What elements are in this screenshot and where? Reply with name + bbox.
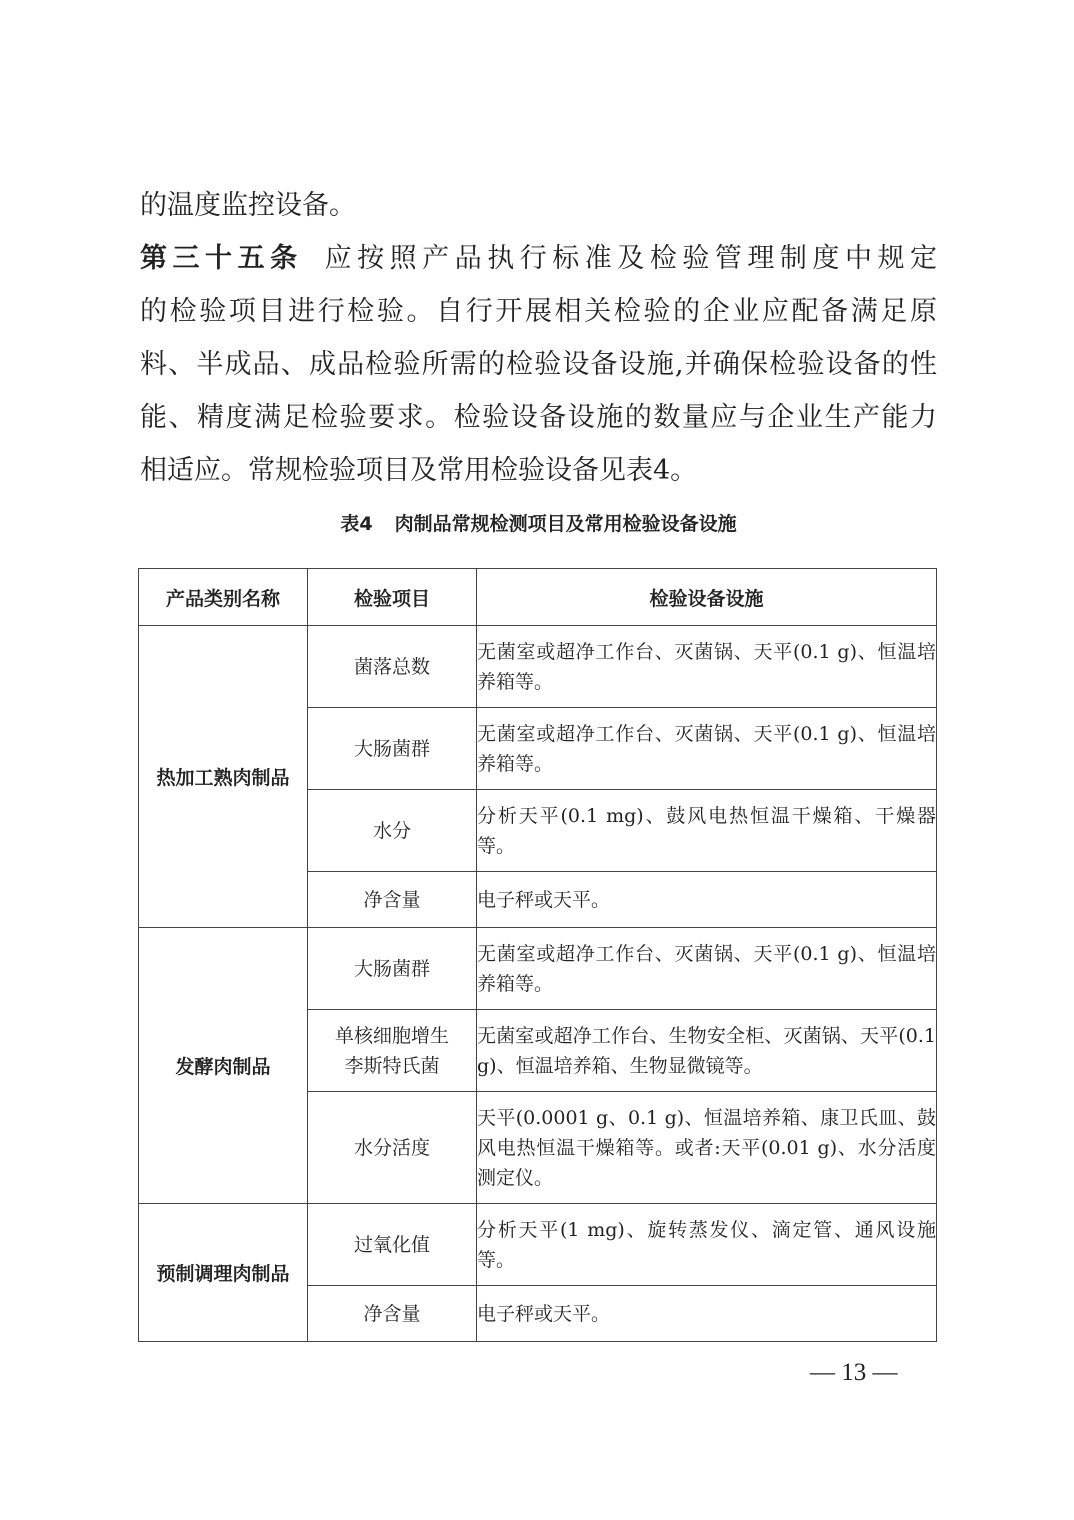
item-cell-line: 单核细胞增生 — [334, 1024, 449, 1047]
equipment-cell: 电子秤或天平。 — [477, 1286, 937, 1342]
equipment-cell: 无菌室或超净工作台、灭菌锅、天平(0.1 g)、恒温培养箱等。 — [477, 928, 937, 1010]
item-cell: 水分 — [308, 790, 477, 872]
page-number: — 13 — — [810, 1359, 898, 1386]
table-number: 表4 — [340, 513, 373, 535]
body-line-0: 的温度监控设备。 — [140, 190, 356, 221]
table-caption — [140, 506, 937, 542]
table-header-row — [139, 569, 937, 626]
equipment-cell: 分析天平(0.1 mg)、鼓风电热恒温干燥箱、干燥器等。 — [477, 790, 937, 872]
item-cell: 大肠菌群 — [308, 928, 477, 1010]
body-line-2: 的检验项目进行检验。自行开展相关检验的企业应配备满足原 — [140, 296, 937, 327]
equipment-cell: 无菌室或超净工作台、灭菌锅、天平(0.1 g)、恒温培养箱等。 — [477, 626, 937, 708]
body-line-1 — [140, 239, 937, 279]
body-line-5: 相适应。常规检验项目及常用检验设备见表4。 — [140, 455, 698, 486]
item-cell-line: 李斯特氏菌 — [344, 1054, 440, 1077]
table-row — [139, 928, 937, 1010]
item-cell: 菌落总数 — [308, 626, 477, 708]
equipment-cell: 天平(0.0001 g、0.1 g)、恒温培养箱、康卫氏皿、鼓风电热恒温干燥箱等。或者:天平(0.01 g)、水分活度测定仪。 — [477, 1092, 937, 1204]
inspection-equipment-table — [138, 568, 937, 1342]
equipment-cell: 电子秤或天平。 — [477, 872, 937, 928]
category-cell: 预制调理肉制品 — [139, 1204, 308, 1342]
body-line-3: 料、半成品、成品检验所需的检验设备设施,并确保检验设备的性 — [140, 349, 937, 380]
item-cell: 净含量 — [308, 872, 477, 928]
body-line-1-text: 应按照产品执行标准及检验管理制度中规定 — [324, 243, 937, 274]
body-line-4: 能、精度满足检验要求。检验设备设施的数量应与企业生产能力 — [140, 402, 937, 433]
table-row — [139, 1204, 937, 1286]
item-cell: 水分活度 — [308, 1092, 477, 1204]
table-row — [139, 626, 937, 708]
category-cell: 发酵肉制品 — [139, 928, 308, 1204]
header-item: 检验项目 — [308, 569, 477, 626]
item-cell — [308, 1010, 477, 1092]
item-cell: 过氧化值 — [308, 1204, 477, 1286]
header-category: 产品类别名称 — [139, 569, 308, 626]
item-cell: 净含量 — [308, 1286, 477, 1342]
header-equipment: 检验设备设施 — [477, 569, 937, 626]
category-cell: 热加工熟肉制品 — [139, 626, 308, 928]
table-title: 肉制品常规检测项目及常用检验设备设施 — [394, 513, 737, 535]
article-heading: 第三十五条 — [140, 243, 303, 274]
equipment-cell: 分析天平(1 mg)、旋转蒸发仪、滴定管、通风设施等。 — [477, 1204, 937, 1286]
item-cell: 大肠菌群 — [308, 708, 477, 790]
equipment-cell: 无菌室或超净工作台、灭菌锅、天平(0.1 g)、恒温培养箱等。 — [477, 708, 937, 790]
equipment-cell: 无菌室或超净工作台、生物安全柜、灭菌锅、天平(0.1 g)、恒温培养箱、生物显微镜等。 — [477, 1010, 937, 1092]
